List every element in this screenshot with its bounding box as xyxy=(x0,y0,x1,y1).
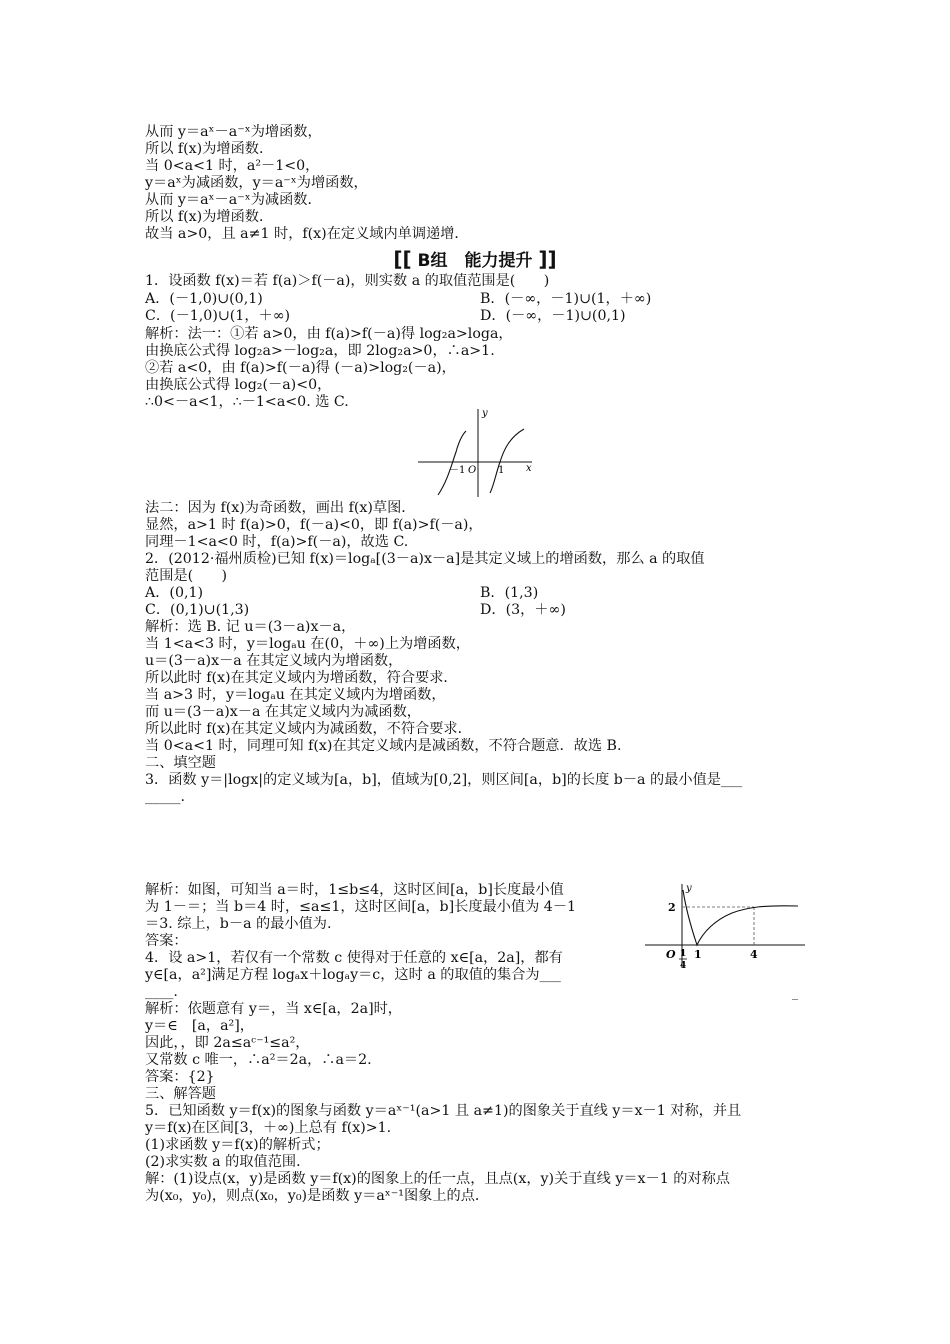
solution-line: 所以此时 f(x)在其定义域内为减函数，不符合要求． xyxy=(145,721,472,737)
y-label: y xyxy=(482,408,488,419)
section-heading-text: B组 能力提升 xyxy=(417,251,533,271)
solution-line: 为 1－＝；当 b＝4 时，≤a≤1，这时区间[a，b]长度最小值为 4－1 xyxy=(145,899,577,915)
question-line: 5．已知函数 y＝f(x)的图象与函数 y＝aˣ⁻¹(a>1 且 a≠1)的图象关于直线 y＝x－1 对称，并且 xyxy=(145,1103,742,1119)
solution-line: 当 1<a<3 时，y＝logₐu 在(0，＋∞)上为增函数， xyxy=(145,636,470,652)
y-label: y xyxy=(686,883,692,894)
origin-label: O xyxy=(468,465,477,476)
tick-4: 4 xyxy=(750,948,758,961)
question-stem: 4．设 a>1，若仅有一个常数 c 使得对于任意的 x∈[a，2a]，都有 xyxy=(145,950,563,966)
solution-line: 由换底公式得 log₂(－a)<0， xyxy=(145,377,332,393)
solution-line: 解析：选 B. 记 u＝(3－a)x－a， xyxy=(145,619,356,635)
question-line: y＝f(x)在区间[3，＋∞)上总有 f(x)>1. xyxy=(145,1120,392,1136)
tick-quarter-den: 4 xyxy=(680,961,687,970)
text-line: 从而 y＝aˣ－a⁻ˣ为增函数， xyxy=(145,124,322,140)
graph-curve xyxy=(683,890,798,945)
text-line: 所以 f(x)为增函数． xyxy=(145,141,274,157)
abs-log-graph xyxy=(640,880,810,970)
text-line: 当 0<a<1 时，a²－1<0， xyxy=(145,158,320,174)
stray-mark: _ xyxy=(792,986,798,1000)
text-line: 故当 a>0，且 a≠1 时，f(x)在定义域内单调递增． xyxy=(145,226,469,242)
option-d: D．(－∞，－1)∪(0,1) xyxy=(480,308,626,324)
solution-line: 为(x₀，y₀)，则点(x₀，y₀)是函数 y＝aˣ⁻¹图象上的点． xyxy=(145,1188,490,1204)
question-stem: _____. xyxy=(145,789,185,805)
left-curve xyxy=(438,431,466,495)
text-line: 所以 f(x)为增函数． xyxy=(145,209,274,225)
solution-line: 所以此时 f(x)在其定义域内为增函数，符合要求． xyxy=(145,670,458,686)
text-line: 从而 y＝aˣ－a⁻ˣ为减函数． xyxy=(145,192,322,208)
section-heading: [[ B组 能力提升 ]] xyxy=(393,247,557,271)
tick-1: 1 xyxy=(694,948,702,961)
tick-2: 2 xyxy=(668,901,676,914)
solution-line: u＝(3－a)x－a 在其定义域内为增函数， xyxy=(145,653,403,669)
right-curve xyxy=(490,429,524,493)
section-title-solve: 三、解答题 xyxy=(145,1086,216,1102)
solution-line: 显然，a>1 时 f(a)>0，f(－a)<0，即 f(a)>f(－a)， xyxy=(145,517,483,533)
question-stem: 范围是( ) xyxy=(145,568,228,584)
question-stem: 2．(2012·福州质检)已知 f(x)＝logₐ[(3－a)x－a]是其定义域上的增函数，那么 a 的取值 xyxy=(145,551,705,567)
solution-line: 因此，，即 2a≤aᶜ⁻¹≤a²， xyxy=(145,1035,310,1051)
question-stem: y∈[a，a²]满足方程 logₐx＋logₐy＝c，这时 a 的取值的集合为___ xyxy=(145,967,561,983)
solution-line: 当 0<a<1 时，同理可知 f(x)在其定义域内是减函数，不符合题意．故选 B. xyxy=(145,738,622,754)
text-line: y＝aˣ为减函数，y＝a⁻ˣ为增函数， xyxy=(145,175,368,191)
odd-function-sketch xyxy=(410,405,540,500)
section-title-fill: 二、填空题 xyxy=(145,755,216,771)
solution-line: 由换底公式得 log₂a>－log₂a，即 2log₂a>0，∴a>1. xyxy=(145,343,495,359)
question-stem: ____. xyxy=(145,984,178,1000)
x-label: x xyxy=(526,463,532,474)
origin-label: O xyxy=(666,948,676,961)
solution-line: ②若 a<0，由 f(a)>f(－a)得 (－a)>log₂(－a)， xyxy=(145,360,456,376)
question-line: (1)求函数 y＝f(x)的解析式； xyxy=(145,1137,330,1153)
solution-line: 而 u＝(3－a)x－a 在其定义域内为减函数， xyxy=(145,704,421,720)
option-a: A．(－1,0)∪(0,1) xyxy=(145,291,263,307)
option-c: C．(0,1)∪(1,3) xyxy=(145,602,250,618)
option-b: B．(－∞，－1)∪(1，＋∞) xyxy=(480,291,652,307)
solution-line: 同理－1<a<0 时，f(a)>f(－a)，故选 C. xyxy=(145,534,409,550)
answer-line: 答案：{2} xyxy=(145,1069,215,1085)
question-line: (2)求实数 a 的取值范围． xyxy=(145,1154,311,1170)
tick-1: 1 xyxy=(498,465,505,476)
option-a: A．(0,1) xyxy=(145,585,204,601)
answer-line: 答案： xyxy=(145,933,188,949)
option-c: C．(－1,0)∪(1，＋∞) xyxy=(145,308,291,324)
solution-line: 解析：依题意有 y＝，当 x∈[a，2a]时， xyxy=(145,1001,402,1017)
solution-line: 解析：如图，可知当 a＝时，1≤b≤4，这时区间[a，b]长度最小值 xyxy=(145,882,564,898)
tick-neg1: －1 xyxy=(449,465,466,476)
option-d: D．(3，＋∞) xyxy=(480,602,566,618)
solution-line: 解析：法一：①若 a>0，由 f(a)>f(－a)得 log₂a>loga， xyxy=(145,326,513,342)
question-stem: 1．设函数 f(x)＝若 f(a)＞f(－a)，则实数 a 的取值范围是( ) xyxy=(145,273,550,289)
tick-quarter-num: 1 xyxy=(680,949,687,959)
option-b: B．(1,3) xyxy=(480,585,539,601)
solution-line: y＝∈ [a，a²]， xyxy=(145,1018,254,1034)
solution-line: 当 a>3 时，y＝logₐu 在其定义域内为增函数， xyxy=(145,687,446,703)
solution-line: 法二：因为 f(x)为奇函数，画出 f(x)草图． xyxy=(145,500,416,516)
question-stem: 3．函数 y＝|logx|的定义域为[a，b]，值域为[0,2]，则区间[a，b]的长度 b－a 的最小值是___ xyxy=(145,772,743,788)
solution-line: ∴0<－a<1，∴－1<a<0. 选 C. xyxy=(145,394,349,410)
solution-line: 又常数 c 唯一，∴a²＝2a，∴a＝2. xyxy=(145,1052,372,1068)
solution-line: ＝3. 综上，b－a 的最小值为. xyxy=(145,916,332,932)
solution-line: 解：(1)设点(x，y)是函数 y＝f(x)的图象上的任一点，且点(x，y)关于直线 y＝x－1 的对称点 xyxy=(145,1171,730,1187)
